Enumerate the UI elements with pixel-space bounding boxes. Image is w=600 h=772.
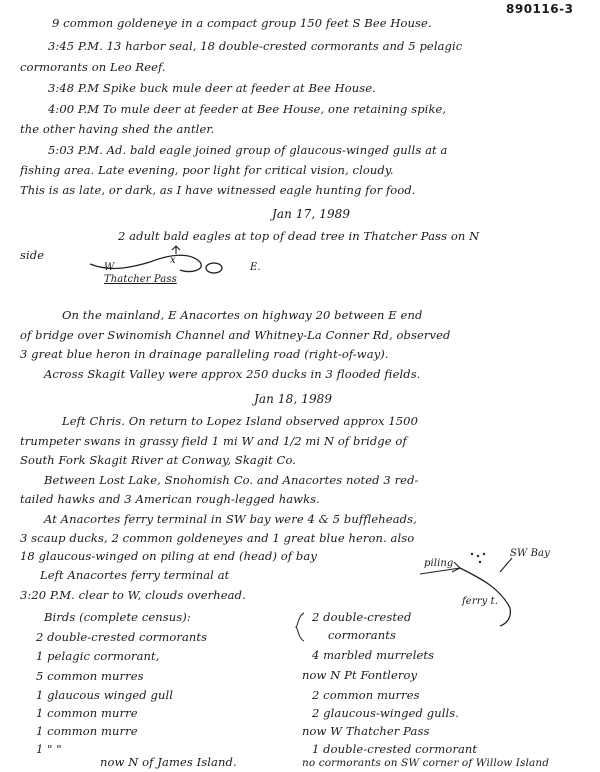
note-line: the other having shed the antler. <box>20 122 215 136</box>
note-line: tailed hawks and 3 American rough-legged hawks. <box>20 492 320 506</box>
note-line: At Anacortes ferry terminal in SW bay were 4 & 5 buffleheads, <box>44 512 417 526</box>
piling-label: piling <box>424 558 454 569</box>
census-right-line: now N Pt Fontleroy <box>302 668 418 682</box>
sw-bay-label: SW Bay <box>510 548 550 559</box>
census-left-line: 1 " " <box>36 742 62 756</box>
note-line: 5:03 P.M. Ad. bald eagle joined group of glaucous-winged gulls at a <box>48 143 448 157</box>
census-left-line: 2 double-crested cormorants <box>36 630 208 644</box>
date-heading: Jan 17, 1989 <box>272 207 351 221</box>
note-line: cormorants on Leo Reef. <box>20 60 166 74</box>
note-line: Left Chris. On return to Lopez Island observed approx 1500 <box>62 414 419 428</box>
sketch-east-label: E. <box>250 262 261 273</box>
census-left-line: 1 glaucous winged gull <box>36 688 174 702</box>
sketch-west-label: W <box>104 262 115 273</box>
census-right-line: 2 double-crested <box>312 610 412 624</box>
page-id: 890116-3 <box>506 2 574 16</box>
note-line: 3:48 P.M Spike buck mule deer at feeder at Bee House. <box>48 81 376 95</box>
note-line: On the mainland, E Anacortes on highway 20 between E end <box>62 308 423 322</box>
note-line: 9 common goldeneye in a compact group 150 feet S Bee House. <box>52 16 432 30</box>
note-line: 3 scaup ducks, 2 common goldeneyes and 1 great blue heron. also <box>20 531 415 545</box>
note-line: Across Skagit Valley were approx 250 ducks in 3 flooded fields. <box>44 367 421 381</box>
census-right-line: cormorants <box>328 628 396 642</box>
note-line: Left Anacortes ferry terminal at <box>40 568 230 582</box>
census-left-line: 1 common murre <box>36 724 138 738</box>
note-line: 3 great blue heron in drainage paralleling road (right-of-way). <box>20 347 389 361</box>
note-line: fishing area. Late evening, poor light for critical vision, cloudy. <box>20 163 394 177</box>
sketch-pass-label: Thatcher Pass <box>104 274 177 285</box>
sketch-tree-mark: x <box>170 255 176 266</box>
note-line: 4:00 P.M To mule deer at feeder at Bee House, one retaining spike, <box>48 102 447 116</box>
note-line: This is as late, or dark, as I have witnessed eagle hunting for food. <box>20 183 416 197</box>
census-left-line: Birds (complete census): <box>44 610 191 624</box>
note-line: side <box>20 248 45 262</box>
note-line: 3:45 P.M. 13 harbor seal, 18 double-crested cormorants and 5 pelagic <box>48 39 463 53</box>
note-line: 3:20 P.M. clear to W, clouds overhead. <box>20 588 246 602</box>
census-right-line: 1 double-crested cormorant <box>312 742 478 756</box>
note-line: Between Lost Lake, Snohomish Co. and Anacortes noted 3 red- <box>44 473 419 487</box>
census-right-line: no cormorants on SW corner of Willow Island <box>302 757 550 769</box>
census-right-line: 4 marbled murrelets <box>312 648 435 662</box>
date-heading: Jan 18, 1989 <box>254 392 333 406</box>
census-right-line: 2 glaucous-winged gulls. <box>312 706 460 720</box>
note-line: of bridge over Swinomish Channel and Whitney-La Conner Rd, observed <box>20 328 451 342</box>
note-line: South Fork Skagit River at Conway, Skagit Co. <box>20 453 297 467</box>
census-left-line: 1 pelagic cormorant, <box>36 649 160 663</box>
census-right-line: now W Thatcher Pass <box>302 724 430 738</box>
census-right-line: 2 common murres <box>312 688 420 702</box>
census-left-line: 5 common murres <box>36 669 144 683</box>
note-line: 18 glaucous-winged on piling at end (head) of bay <box>20 549 317 563</box>
census-left-line: 1 common murre <box>36 706 138 720</box>
note-line: trumpeter swans in grassy field 1 mi W and 1/2 mi N of bridge of <box>20 434 407 448</box>
census-left-line: now N of James Island. <box>100 755 237 769</box>
note-line: 2 adult bald eagles at top of dead tree in Thatcher Pass on N <box>118 229 480 243</box>
census-bracket <box>296 612 306 642</box>
ferry-terminal-label: ferry t. <box>462 596 499 607</box>
